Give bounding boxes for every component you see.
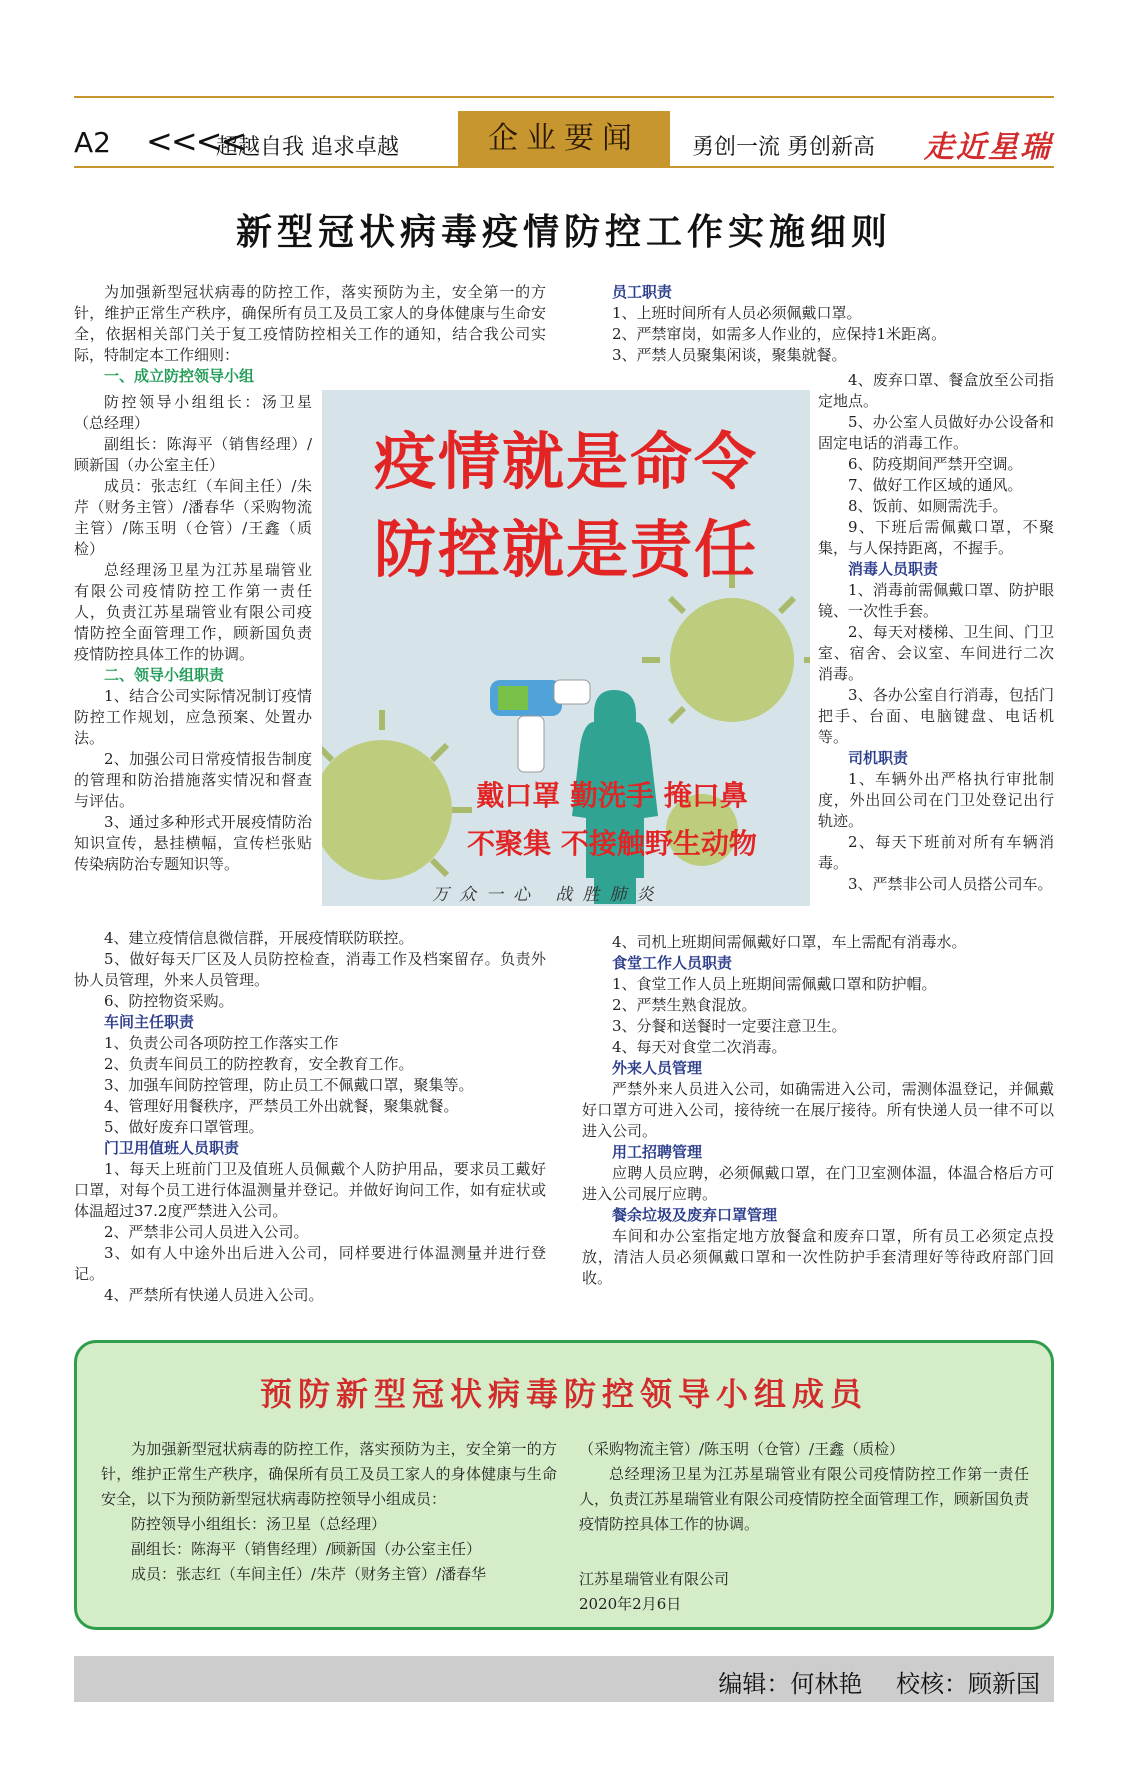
paragraph: 2、每天下班前对所有车辆消毒。 <box>818 833 1054 872</box>
paragraph: 4、建立疫情信息微信群，开展疫情联防联控。 <box>104 929 414 947</box>
slogan-left: 超越自我 追求卓越 <box>216 135 399 160</box>
paragraph: 防控领导小组组长：汤卫星（总经理） <box>74 393 312 432</box>
poster-headline-2: 防控就是责任 <box>373 513 758 586</box>
paragraph: 4、废弃口罩、餐盒放至公司指定地点。 <box>818 371 1054 410</box>
brand-logo: 走近星瑞 <box>924 130 1052 165</box>
notice-paragraph: 为加强新型冠状病毒的防控工作，落实预防为主，安全第一的方针，维护正常生产秩序，确保所有员工及员工家人的身体健康与生命安全，以下为预防新型冠状病毒防控领导小组成员： <box>101 1440 557 1508</box>
paragraph: 2、每天对楼梯、卫生间、门卫室、宿舍、会议室、车间进行二次消毒。 <box>818 623 1054 683</box>
paragraph: 1、上班时间所有人员必须佩戴口罩。 <box>612 304 862 322</box>
paragraph: 3、通过多种形式开展疫情防治知识宣传，悬挂横幅，宣传栏张贴传染病防治专题知识等。 <box>74 813 312 873</box>
paragraph: 5、办公室人员做好办公设备和固定电话的消毒工作。 <box>818 413 1054 452</box>
right-narrow-column <box>818 370 1054 895</box>
right-top-column <box>582 282 1054 366</box>
section-heading: 外来人员管理 <box>612 1059 703 1077</box>
section-heading: 二、领导小组职责 <box>104 666 225 684</box>
poster-tip-2: 不聚集 不接触野生动物 <box>467 827 757 860</box>
paragraph: 3、加强车间防控管理，防止员工不佩戴口罩，聚集等。 <box>104 1076 474 1094</box>
paragraph: 1、结合公司实际情况制订疫情防控工作规划，应急预案、处置办法。 <box>74 687 312 747</box>
arrows-icon: <<<< <box>146 122 246 160</box>
paragraph: 3、如有人中途外出后进入公司，同样要进行体温测量并进行登记。 <box>74 1244 546 1283</box>
paragraph: 成员：张志红（车间主任）/朱芹（财务主管）/潘春华（采购物流主管）/陈玉明（仓管）/王鑫（质检） <box>74 477 312 558</box>
paragraph: 1、车辆外出严格执行审批制度，外出回公司在门卫处登记出行轨迹。 <box>818 770 1054 830</box>
page-number: A2 <box>74 126 111 159</box>
notice-company: 江苏星瑞管业有限公司 <box>579 1570 730 1588</box>
paragraph: 3、严禁非公司人员搭公司车。 <box>848 875 1053 893</box>
poster-headline-1: 疫情就是命令 <box>373 425 758 498</box>
paragraph: 5、做好废弃口罩管理。 <box>104 1118 264 1136</box>
article-intro: 为加强新型冠状病毒的防控工作，落实预防为主，安全第一的方针，维护正常生产秩序，确保所有员工及员工家人的身体健康与生命安全，依据相关部门关于复工疫情防控相关工作的通知，结合我公司实际，特制定本工作细则： <box>74 283 546 364</box>
left-lower-column <box>74 928 546 1306</box>
article-title: 新型冠状病毒疫情防控工作实施细则 <box>235 212 892 253</box>
paragraph: 6、防疫期间严禁开空调。 <box>848 455 1023 473</box>
paragraph: 8、饭前、如厕需洗手。 <box>848 497 1008 515</box>
paragraph: 3、分餐和送餐时一定要注意卫生。 <box>612 1017 847 1035</box>
paragraph: 4、严禁所有快递人员进入公司。 <box>104 1286 324 1304</box>
article-intro-block <box>74 282 546 387</box>
paragraph: 2、严禁窜岗，如需多人作业的，应保持1米距离。 <box>612 325 947 343</box>
editor-credit: 编辑：何林艳 <box>718 1670 863 1698</box>
section-heading: 餐余垃圾及废弃口罩管理 <box>612 1206 778 1224</box>
section-heading: 食堂工作人员职责 <box>612 954 733 972</box>
left-narrow-column <box>74 392 312 875</box>
paragraph: 2、加强公司日常疫情报告制度的管理和防治措施落实情况和督查与评估。 <box>74 750 312 810</box>
paragraph: 4、每天对食堂二次消毒。 <box>612 1038 787 1056</box>
notice-right-column <box>579 1437 1029 1617</box>
paragraph: 4、司机上班期间需佩戴好口罩，车上需配有消毒水。 <box>612 933 967 951</box>
poster-tip-1: 戴口罩 勤洗手 掩口鼻 <box>476 779 748 812</box>
paragraph: 2、严禁生熟食混放。 <box>612 996 757 1014</box>
epidemic-poster <box>322 390 810 906</box>
header-rule-top <box>74 96 1054 98</box>
section-heading: 车间主任职责 <box>104 1013 195 1031</box>
paragraph: 7、做好工作区域的通风。 <box>848 476 1023 494</box>
section-heading: 一、成立防控领导小组 <box>104 367 255 385</box>
paragraph: 应聘人员应聘，必须佩戴口罩，在门卫室测体温，体温合格后方可进入公司展厅应聘。 <box>582 1164 1054 1203</box>
paragraph: 车间和办公室指定地方放餐盒和废弃口罩，所有员工必须定点投放，清洁人员必须佩戴口罩和一次性防护手套清理好等待政府部门回收。 <box>582 1227 1054 1287</box>
paragraph: 总经理汤卫星为江苏星瑞管业有限公司疫情防控工作第一责任人，负责江苏星瑞管业有限公司疫情防控全面管理工作，顾新国负责疫情防控具体工作的协调。 <box>74 561 312 663</box>
leadership-notice-box <box>74 1340 1054 1630</box>
section-heading: 员工职责 <box>612 283 673 301</box>
paragraph: 1、负责公司各项防控工作落实工作 <box>104 1034 339 1052</box>
paragraph: 副组长：陈海平（销售经理）/顾新国（办公室主任） <box>74 435 312 474</box>
notice-paragraph: 成员：张志红（车间主任）/朱芹（财务主管）/潘春华 <box>131 1565 487 1583</box>
section-heading: 司机职责 <box>848 749 909 767</box>
paragraph: 6、防控物资采购。 <box>104 992 234 1010</box>
poster-footer: 万众一心 战胜肺炎 <box>432 885 664 905</box>
section-heading: 用工招聘管理 <box>612 1143 703 1161</box>
notice-paragraph: 副组长：陈海平（销售经理）/顾新国（办公室主任） <box>131 1540 482 1558</box>
paragraph: 5、做好每天厂区及人员防控检查，消毒工作及档案留存。负责外协人员管理，外来人员管理。 <box>74 950 546 989</box>
paragraph: 1、每天上班前门卫及值班人员佩戴个人防护用品，要求员工戴好口罩，对每个员工进行体温测量并登记。并做好询问工作，如有症状或体温超过37.2度严禁进入公司。 <box>74 1160 546 1220</box>
right-lower-column <box>582 932 1054 1289</box>
notice-paragraph: 总经理汤卫星为江苏星瑞管业有限公司疫情防控工作第一责任人，负责江苏星瑞管业有限公司疫情防控全面管理工作，顾新国负责疫情防控具体工作的协调。 <box>579 1465 1030 1533</box>
notice-paragraph: 防控领导小组组长：汤卫星（总经理） <box>131 1515 387 1533</box>
paragraph: 3、各办公室自行消毒，包括门把手、台面、电脑键盘、电话机等。 <box>818 686 1054 746</box>
slogan-right: 勇创一流 勇创新高 <box>692 135 875 160</box>
section-heading: 消毒人员职责 <box>848 560 939 578</box>
section-title: 企业要闻 <box>458 111 670 167</box>
section-heading: 门卫用值班人员职责 <box>104 1139 240 1157</box>
paragraph: 2、负责车间员工的防控教育，安全教育工作。 <box>104 1055 414 1073</box>
footer-credits <box>692 1664 1040 1699</box>
paragraph: 严禁外来人员进入公司，如确需进入公司，需测体温登记，并佩戴好口罩方可进入公司，接待统一在展厅接待。所有快递人员一律不可以进入公司。 <box>582 1080 1054 1140</box>
paragraph: 9、下班后需佩戴口罩，不聚集，与人保持距离，不握手。 <box>818 518 1054 557</box>
notice-date: 2020年2月6日 <box>579 1595 682 1613</box>
notice-left-column <box>101 1437 557 1587</box>
reviewer-credit: 校核：顾新国 <box>896 1670 1040 1698</box>
paragraph: 4、管理好用餐秩序，严禁员工外出就餐，聚集就餐。 <box>104 1097 459 1115</box>
notice-title: 预防新型冠状病毒防控领导小组成员 <box>259 1375 868 1413</box>
editor-footer <box>74 1656 1054 1702</box>
paragraph: 3、严禁人员聚集闲谈，聚集就餐。 <box>612 346 847 364</box>
notice-paragraph: （采购物流主管）/陈玉明（仓管）/王鑫（质检） <box>579 1440 905 1458</box>
paragraph: 2、严禁非公司人员进入公司。 <box>104 1223 309 1241</box>
paragraph: 1、食堂工作人员上班期间需佩戴口罩和防护帽。 <box>612 975 937 993</box>
paragraph: 1、消毒前需佩戴口罩、防护眼镜、一次性手套。 <box>818 581 1054 620</box>
